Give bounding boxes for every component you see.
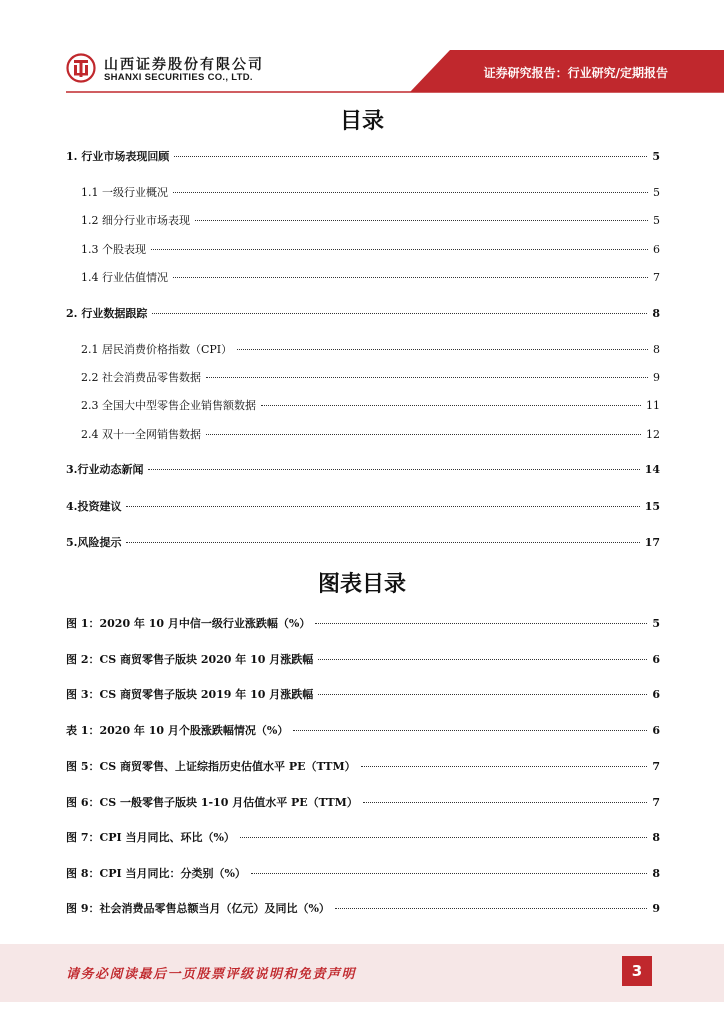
toc-entry-label: 1.4 行业估值情况 [81,271,168,284]
toc-entry-page: 9 [653,371,660,384]
leader-dots [152,313,647,314]
toc-entry-label: 1.2 细分行业市场表现 [81,214,190,227]
figure-entry[interactable] [66,866,660,882]
toc-entry-page: 8 [652,307,660,320]
figure-entry[interactable] [66,830,660,846]
figure-entry-page: 8 [652,831,660,844]
figure-entry-label: 图 8：CPI 当月同比：分类别（%） [66,867,246,880]
leader-dots [126,506,639,507]
toc-entry-label: 1. 行业市场表现回顾 [66,150,170,163]
page-number-badge: 3 [622,956,652,986]
footer-disclaimer: 请务必阅读最后一页股票评级说明和免责声明 [66,967,357,982]
toc-entry[interactable] [66,535,660,551]
toc-entry[interactable] [66,499,660,515]
figure-entry-label: 图 9：社会消费品零售总额当月（亿元）及同比（%） [66,902,330,915]
company-logo-icon [66,53,96,83]
toc-entry-label: 2.3 全国大中型零售企业销售额数据 [81,399,256,412]
leader-dots [251,873,647,874]
figures-title: 图表目录 [317,572,406,597]
figure-entry[interactable] [66,795,660,811]
toc-entry-page: 14 [644,463,660,476]
toc-entry-page: 12 [646,428,660,441]
toc-entry-label: 5.风险提示 [66,536,122,549]
figure-entry-page: 9 [652,902,660,915]
toc-entry-page: 5 [653,186,660,199]
company-name-en: SHANXI SECURITIES CO., LTD. [104,72,253,83]
report-type-label: 证券研究报告：行业研究/定期报告 [483,66,668,80]
figure-entry-page: 7 [652,796,660,809]
figure-entry-label: 表 1：2020 年 10 月个股涨跌幅情况（%） [66,724,289,737]
toc-entry-label: 1.3 个股表现 [81,243,146,256]
toc-entry-label: 3.行业动态新闻 [66,463,144,476]
leader-dots [173,277,648,278]
leader-dots [361,766,648,767]
leader-dots [126,542,639,543]
toc-entry[interactable] [81,342,660,358]
toc-entry-page: 15 [644,500,660,513]
toc-entry-page: 17 [644,536,660,549]
toc-entry[interactable] [81,398,660,414]
toc-entry-page: 7 [653,271,660,284]
figure-entry-page: 6 [652,688,660,701]
figure-entry-page: 6 [652,653,660,666]
figure-entry[interactable] [66,723,660,739]
figure-entry-page: 7 [652,760,660,773]
leader-dots [318,659,647,660]
leader-dots [151,249,648,250]
leader-dots [173,192,648,193]
leader-dots [237,349,648,350]
toc-entry[interactable] [81,370,660,386]
figure-entry-page: 6 [652,724,660,737]
toc-entry[interactable] [81,427,660,443]
page-header [0,0,724,100]
company-name-cn: 山西证券股份有限公司 [104,57,264,73]
leader-dots [195,220,648,221]
leader-dots [174,156,647,157]
leader-dots [363,802,648,803]
figure-entry-page: 5 [652,617,660,630]
figure-entry[interactable] [66,687,660,703]
figure-entry-label: 图 5：CS 商贸零售、上证综指历史估值水平 PE（TTM） [66,760,356,773]
header-band [0,0,724,100]
toc-entry-label: 2.1 居民消费价格指数（CPI） [81,343,233,356]
toc-entry-page: 8 [653,343,660,356]
toc-entry[interactable] [81,185,660,201]
toc-entry-label: 4.投资建议 [66,500,122,513]
figure-entry-label: 图 2：CS 商贸零售子版块 2020 年 10 月涨跌幅 [66,653,314,666]
leader-dots [261,405,641,406]
toc-entry-label: 2.2 社会消费品零售数据 [81,371,201,384]
leader-dots [240,837,647,838]
figure-entry-page: 8 [652,867,660,880]
figure-entry-label: 图 7：CPI 当月同比、环比（%） [66,831,235,844]
leader-dots [206,377,648,378]
leader-dots [293,730,647,731]
toc-entry[interactable] [81,270,660,286]
toc-entry-label: 2.4 双十一全网销售数据 [81,428,201,441]
leader-dots [206,434,641,435]
figure-entry[interactable] [66,901,660,917]
toc-entry-page: 5 [652,150,660,163]
toc-entry[interactable] [66,462,660,478]
figure-entry[interactable] [66,616,660,632]
figure-entry[interactable] [66,759,660,775]
toc-title: 目录 [339,109,384,134]
figure-entry-label: 图 1：2020 年 10 月中信一级行业涨跌幅（%） [66,617,311,630]
figure-entry-label: 图 6：CS 一般零售子版块 1-10 月估值水平 PE（TTM） [66,796,358,809]
leader-dots [148,469,639,470]
toc-entry-page: 6 [653,243,660,256]
leader-dots [318,694,647,695]
leader-dots [315,623,647,624]
figure-entry[interactable] [66,652,660,668]
toc-entry-label: 2. 行业数据跟踪 [66,307,148,320]
toc-entry-page: 5 [653,214,660,227]
toc-entry[interactable] [66,149,660,165]
toc-entry-page: 11 [646,399,660,412]
leader-dots [335,908,647,909]
toc-entry-label: 1.1 一级行业概况 [81,186,168,199]
toc-entry[interactable] [81,213,660,229]
toc-entry[interactable] [81,242,660,258]
figure-entry-label: 图 3：CS 商贸零售子版块 2019 年 10 月涨跌幅 [66,688,314,701]
toc-entry[interactable] [66,306,660,322]
